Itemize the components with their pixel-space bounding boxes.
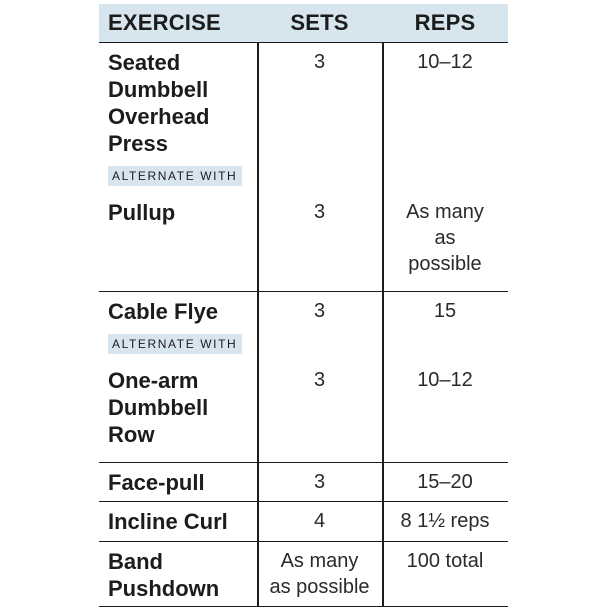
- reps-cell: [382, 508, 508, 534]
- exercise-cell: [99, 199, 257, 226]
- sets-line: As many: [280, 550, 359, 572]
- table-row: [99, 367, 508, 448]
- table-header: [99, 4, 508, 43]
- exercise-cell: [99, 49, 257, 157]
- table-group-2: [99, 292, 508, 463]
- exercise-line: Band: [108, 549, 163, 574]
- exercise-line: One-arm: [108, 368, 199, 393]
- table-row: [99, 199, 508, 277]
- reps-cell: [382, 49, 508, 75]
- exercise-line: Press: [108, 131, 168, 156]
- reps-line: 8 1½ reps: [400, 510, 490, 532]
- sets-cell: [257, 367, 382, 393]
- table-row: [99, 542, 508, 602]
- sets-line: 3: [313, 51, 326, 73]
- workout-table: [99, 4, 508, 607]
- reps-cell: [382, 367, 508, 393]
- exercise-line: Dumbbell: [108, 395, 209, 420]
- reps-line: 10–12: [417, 369, 473, 391]
- exercise-line: Face-pull: [108, 470, 205, 495]
- sets-line: 3: [313, 201, 326, 223]
- alternate-row: [99, 333, 508, 355]
- reps-cell: [382, 298, 508, 324]
- exercise-line: Seated: [108, 50, 181, 75]
- exercise-cell: [99, 548, 257, 602]
- sets-cell: [257, 298, 382, 324]
- header-exercise: EXERCISE: [108, 10, 221, 35]
- table-row: [99, 292, 508, 325]
- sets-cell: [257, 49, 382, 75]
- alternate-with-tag: ALTERNATE WITH: [108, 166, 242, 186]
- reps-cell: [382, 469, 508, 495]
- sets-cell: [257, 548, 382, 600]
- reps-line: 100 total: [406, 550, 484, 572]
- sets-line: as possible: [269, 576, 370, 598]
- reps-line: 15: [433, 300, 457, 322]
- reps-line: 10–12: [417, 51, 473, 73]
- header-reps: REPS: [414, 10, 476, 35]
- exercise-line: Pullup: [108, 200, 176, 225]
- table-group-1: [99, 43, 508, 292]
- sets-line: 3: [313, 369, 326, 391]
- alternate-row: [99, 165, 508, 187]
- sets-line: 3: [313, 471, 326, 493]
- exercise-cell: [99, 508, 257, 535]
- table-group-5: [99, 542, 508, 607]
- reps-line: As many: [406, 201, 484, 223]
- table-row: [99, 502, 508, 535]
- exercise-cell: [99, 298, 257, 325]
- exercise-cell: [99, 367, 257, 448]
- table-group-3: [99, 463, 508, 502]
- exercise-line: Incline Curl: [108, 509, 228, 534]
- sets-cell: [257, 469, 382, 495]
- sets-cell: [257, 199, 382, 225]
- exercise-line: Row: [108, 422, 155, 447]
- alternate-with-tag: ALTERNATE WITH: [108, 334, 242, 354]
- exercise-line: Pushdown: [108, 576, 220, 601]
- reps-cell: [382, 548, 508, 574]
- table-row: [99, 463, 508, 496]
- sets-line: 4: [313, 510, 326, 532]
- sets-cell: [257, 508, 382, 534]
- reps-line: as: [434, 227, 456, 249]
- table-row: [99, 43, 508, 157]
- table-group-4: [99, 502, 508, 542]
- exercise-line: Cable Flye: [108, 299, 219, 324]
- header-sets: SETS: [290, 10, 349, 35]
- exercise-line: Dumbbell: [108, 77, 209, 102]
- exercise-cell: [99, 469, 257, 496]
- sets-line: 3: [313, 300, 326, 322]
- reps-cell: [382, 199, 508, 277]
- reps-line: 15–20: [417, 471, 473, 493]
- exercise-line: Overhead: [108, 104, 210, 129]
- reps-line: possible: [408, 253, 482, 275]
